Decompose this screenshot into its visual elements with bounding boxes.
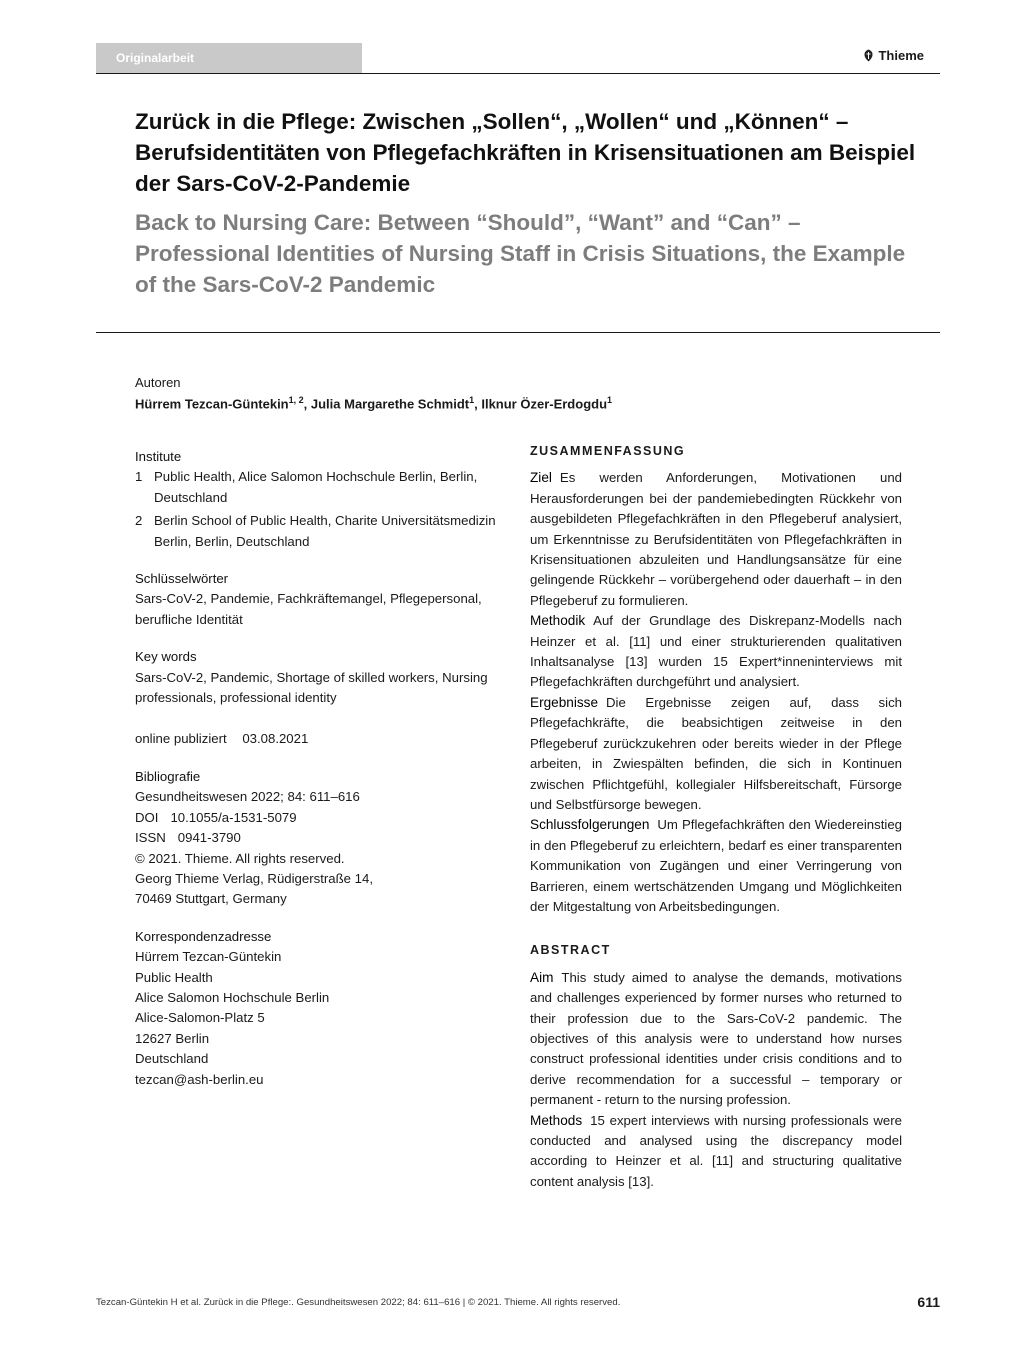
correspondence-section: [135, 927, 505, 1090]
paragraph-text: Um Pflegefachkräften den Wiedereinstieg in den Pflegeberuf zu erleichtern, bedarf es einer transparenten Kommunikation von Zugängen und einer Verringerung von Barrieren, einem wertschätzenden Umgang und Möglichkeiten der Mitgestaltung von Arbeitsbedingungen.: [530, 817, 902, 914]
correspondence-line: Hürrem Tezcan-Güntekin: [135, 949, 282, 965]
zusammenfassung-paragraph: [530, 611, 902, 693]
paragraph-text: Es werden Anforderungen, Motivationen und Herausforderungen bei der pandemiebedingten Rückkehr von ausgebildeten Pflegefachkräften in den Pflegeberuf analysiert, um Erkenntnisse zu Berufsidentitäten von Pflegefachkräften in Krisensituationen abzuleiten und Handlungsansätze für eine gelingende Rückkehr – vorübergehend oder dauerhaft – in den Pflegeberuf zu formulieren.: [530, 470, 902, 608]
paragraph-text: Die Ergebnisse zeigen auf, dass sich Pflegefachkräfte, die beabsichtigen zeitweise in den Pflegeberuf zurückzukehren oder bereits wieder in der Pflege arbeiten, in Zwiespälten befinden, die sich in Kontinuen zwischen Pflichtgefühl, kollegialer Hilfsbereitschaft, Fürsorge und Selbstfürsorge bewegen.: [530, 694, 902, 812]
author-separator: ,: [303, 396, 311, 412]
paragraph-label: Ziel: [530, 470, 552, 486]
paragraph-label: Methodik: [530, 613, 586, 629]
publisher-address-line: 70469 Stuttgart, Germany: [135, 891, 287, 907]
doi-value: 10.1055/a-1531-5079: [170, 809, 297, 825]
title-german: Zurück in die Pflege: Zwischen „Sollen“, „Wollen“ und „Können“ – Berufsidentitäten von Pflegefachkräften in Krisensituationen am Beispiel der Sars-CoV-2-Pandemie: [135, 109, 916, 196]
authors-label: Autoren: [135, 375, 181, 390]
zusammenfassung-paragraph: [530, 693, 902, 815]
author-affiliation: 1: [469, 395, 475, 405]
keywords-en-section: [135, 647, 505, 708]
correspondence-label: Korrespondenzadresse: [135, 928, 272, 944]
institute-number: 1: [135, 469, 143, 485]
publisher-address-line: Georg Thieme Verlag, Rüdigerstraße 14,: [135, 870, 373, 886]
keywords-en-label: Key words: [135, 649, 197, 665]
thieme-logo-icon: [863, 49, 874, 62]
doi-line: [135, 808, 505, 828]
institute-item: [135, 467, 505, 508]
institutes-label: Institute: [135, 449, 182, 464]
author-list: [135, 395, 612, 411]
abstract-heading: ABSTRACT: [530, 943, 611, 958]
keywords-de-text: Sars-CoV-2, Pandemie, Fachkräftemangel, Pflegepersonal, berufliche Identität: [135, 591, 482, 627]
paragraph-text: This study aimed to analyse the demands, motivations and challenges experienced by former nurses who returned to their profession due to the Sars-CoV-2 pandemic. The objectives of this analysis were to understand how nurses construct professional identities under crisis conditions and to derive recommendation for a successful – temporary or permanent - return to the nursing profession.: [530, 969, 902, 1108]
footer-citation: Tezcan-Güntekin H et al. Zurück in die Pflege:. Gesundheitswesen 2022; 84: 611–616 | © 2021. Thieme. All rights reserved.: [96, 1297, 621, 1308]
article-category-tab: Originalarbeit: [96, 43, 362, 73]
correspondence-line: 12627 Berlin: [135, 1030, 210, 1046]
bibliography-section: [135, 767, 505, 910]
abstract-column: [530, 441, 902, 1192]
keywords-de-section: [135, 569, 505, 630]
metadata-column: [135, 447, 505, 1107]
paragraph-text: 15 expert interviews with nursing professionals were conducted and analysed using the discrepancy model according to Heinzer et al. [11] and structuring qualitative content analysis [13].: [530, 1112, 902, 1189]
online-published-date: 03.08.2021: [242, 731, 309, 747]
paragraph-label: Aim: [530, 969, 554, 985]
paragraph-label: Ergebnisse: [530, 694, 599, 710]
online-published-section: [135, 729, 505, 749]
issn-value: 0941-3790: [177, 830, 241, 846]
publisher-name: Thieme: [878, 48, 924, 63]
page-number: 611: [917, 1294, 940, 1310]
header-rule: [96, 73, 940, 74]
bibliography-label: Bibliografie: [135, 768, 201, 784]
institute-text: Public Health, Alice Salomon Hochschule Berlin, Berlin, Deutschland: [154, 469, 478, 505]
correspondence-email[interactable]: tezcan@ash-berlin.eu: [135, 1071, 264, 1087]
title-rule: [96, 332, 940, 333]
institute-text: Berlin School of Public Health, Charite Universitätsmedizin Berlin, Berlin, Deutschland: [154, 513, 496, 549]
issn-line: [135, 828, 505, 848]
zusammenfassung-paragraph: [530, 815, 902, 917]
institutes-section: [135, 447, 505, 552]
zusammenfassung-paragraph: [530, 468, 902, 611]
title-english: Back to Nursing Care: Between “Should”, “Want” and “Can” – Professional Identities of Nursing Staff in Crisis Situations, the Example of the Sars-CoV-2 Pandemic: [135, 210, 906, 297]
abstract-paragraph: [530, 1111, 902, 1193]
correspondence-line: Public Health: [135, 969, 213, 985]
author-separator: ,: [474, 396, 482, 412]
zusammenfassung-heading: ZUSAMMENFASSUNG: [530, 444, 686, 458]
correspondence-line: Deutschland: [135, 1051, 209, 1067]
publisher-brand: [863, 48, 924, 63]
paragraph-label: Schlussfolgerungen: [530, 817, 650, 833]
paragraph-label: Methods: [530, 1112, 583, 1128]
author-affiliation: 1, 2: [288, 395, 304, 405]
correspondence-line: Alice Salomon Hochschule Berlin: [135, 989, 330, 1005]
journal-citation: Gesundheitswesen 2022; 84: 611–616: [135, 789, 360, 805]
online-published-label: online publiziert: [135, 731, 227, 747]
abstract-paragraph: [530, 968, 902, 1111]
keywords-de-label: Schlüsselwörter: [135, 571, 229, 587]
author-name: Julia Margarethe Schmidt: [310, 396, 470, 412]
doi-label: DOI: [135, 809, 159, 825]
issn-label: ISSN: [135, 830, 166, 846]
institute-number: 2: [135, 513, 143, 529]
institute-item: [135, 511, 505, 552]
author-affiliation: 1: [607, 395, 613, 405]
author-name: Ilknur Özer-Erdogdu: [481, 396, 608, 412]
correspondence-line: Alice-Salomon-Platz 5: [135, 1010, 265, 1026]
author-name: Hürrem Tezcan-Güntekin: [135, 396, 289, 412]
keywords-en-text: Sars-CoV-2, Pandemic, Shortage of skilled workers, Nursing professionals, professional identity: [135, 669, 488, 706]
paragraph-text: Auf der Grundlage des Diskrepanz-Modells nach Heinzer et al. [11] und einer strukturierenden qualitativen Inhaltsanalyse [13] wurden 15 Expert*inneninterviews mit Pflegefachkräften durchgeführt und analysiert.: [530, 613, 902, 690]
copyright-line: © 2021. Thieme. All rights reserved.: [135, 850, 345, 866]
